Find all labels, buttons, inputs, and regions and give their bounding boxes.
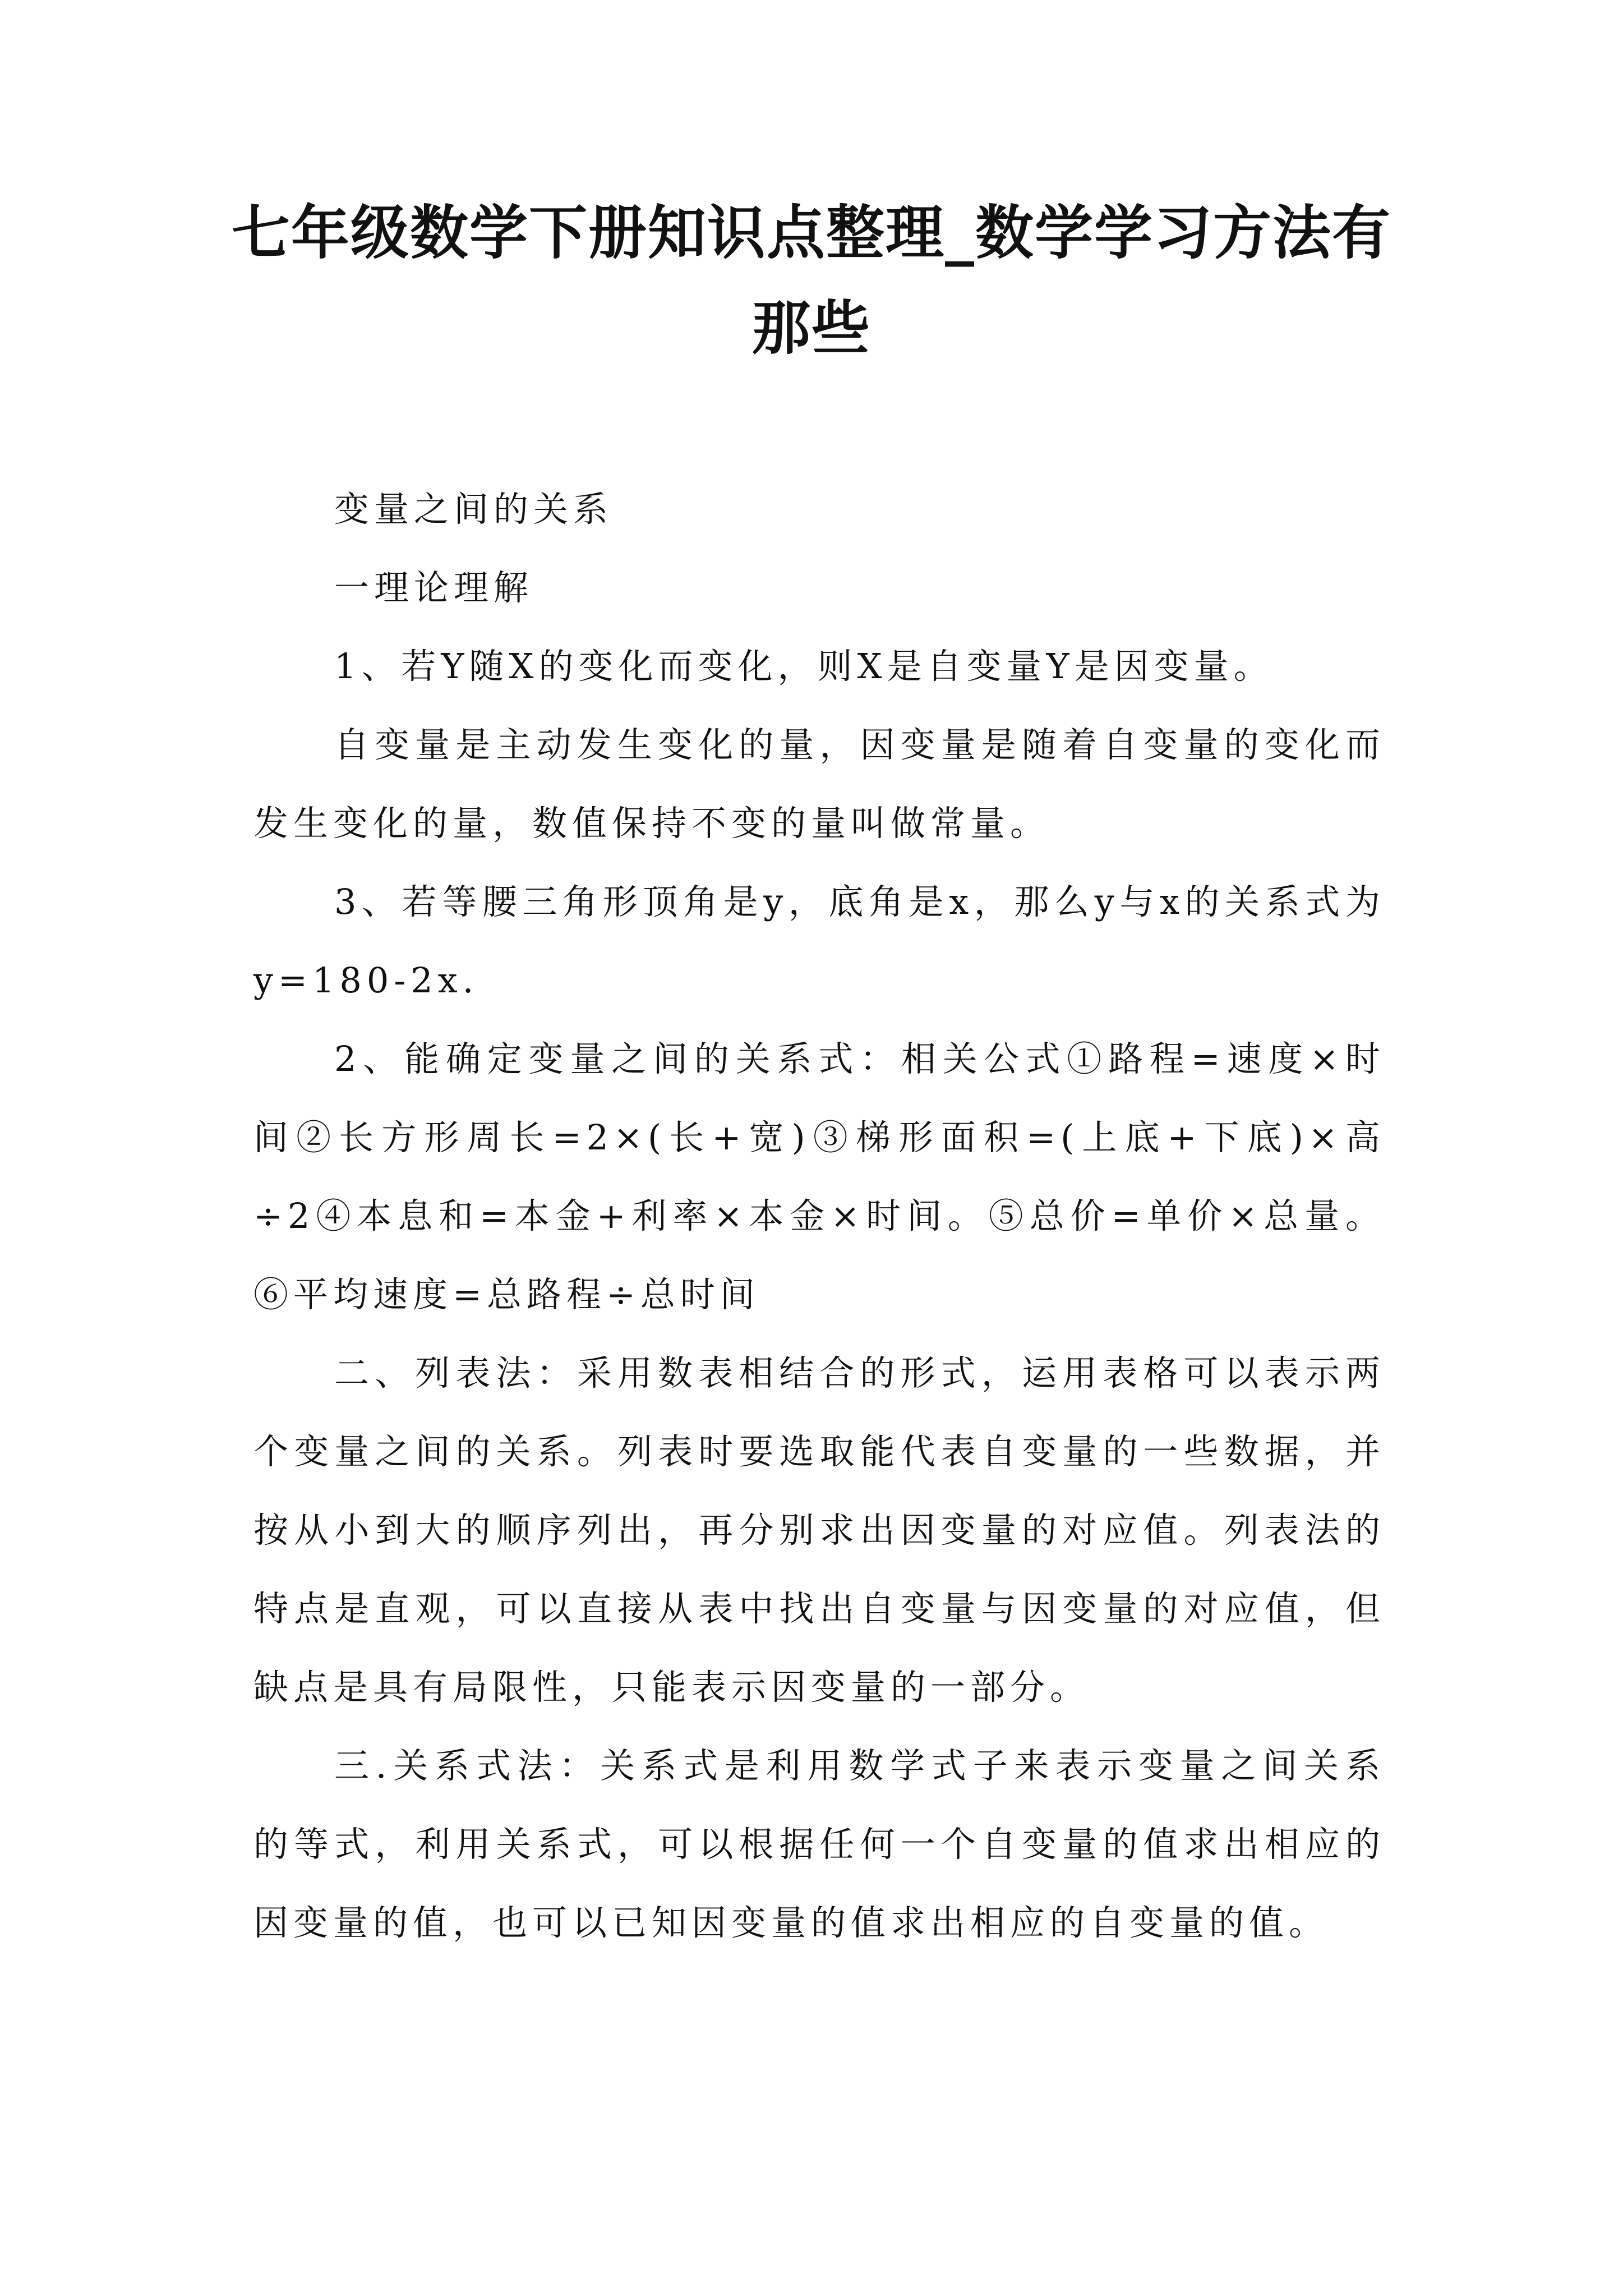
- paragraph-formula-method: 三.关系式法：关系式是利用数学式子来表示变量之间关系的等式，利用关系式，可以根据任何一个自变量的值求出相应的因变量的值，也可以已知因变量的值求出相应的自变量的值。: [253, 1745, 1385, 1943]
- paragraph-heading-variables: 变量之间的关系: [334, 489, 614, 530]
- paragraph-table-method: 二、列表法：采用数表相结合的形式，运用表格可以表示两个变量之间的关系。列表时要选取能代表自变量的一些数据，并按从小到大的顺序列出，再分别求出因变量的对应值。列表法的特点是直观，可以直接从表中找出自变量与因变量的对应值，但缺点是具有局限性，只能表示因变量的一部分。: [253, 1352, 1385, 1708]
- document-title: 七年级数学下册知识点整理_数学学习方法有那些: [231, 198, 1391, 362]
- paragraph-point-2-formulas: 2、能确定变量之间的关系式：相关公式①路程=速度×时间②长方形周长=2×(长+宽)③梯形面积=(上底+下底)×高÷2④本息和=本金+利率×本金×时间。⑤总价=单价×总量。⑥平均速度=总路程÷总时间: [253, 1038, 1385, 1315]
- paragraph-theory-heading: 一理论理解: [334, 567, 534, 608]
- paragraph-point-1: 1、若Y随X的变化而变化，则X是自变量Y是因变量。: [334, 646, 1274, 687]
- paragraph-point-3: 3、若等腰三角形顶角是y，底角是x，那么y与x的关系式为y=180-2x.: [253, 881, 1385, 1001]
- document-body: [253, 470, 1385, 1962]
- paragraph-definitions: 自变量是主动发生变化的量，因变量是随着自变量的变化而发生变化的量，数值保持不变的量叫做常量。: [253, 724, 1385, 844]
